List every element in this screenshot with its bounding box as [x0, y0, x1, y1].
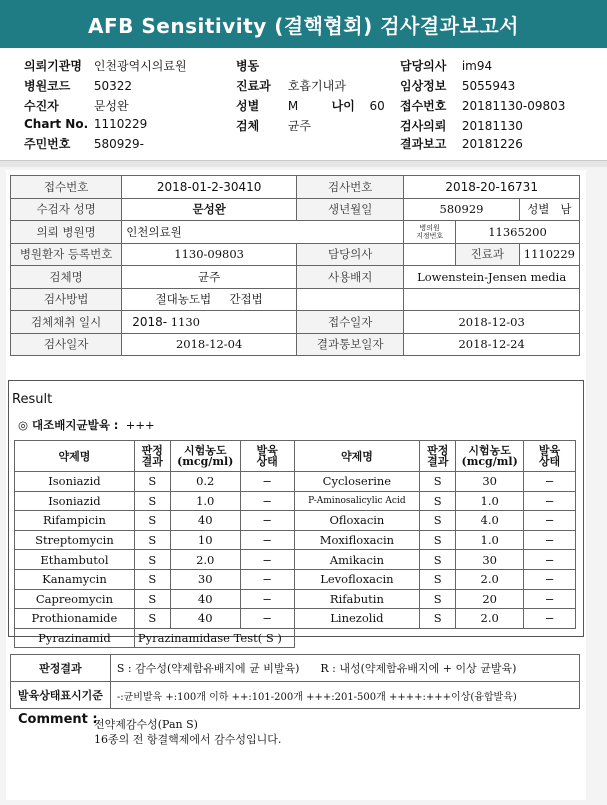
drug-result: S	[134, 569, 170, 589]
drug-result: S	[420, 472, 456, 492]
drug-result: S	[134, 472, 170, 492]
hospital-label: 의뢰 병원명	[11, 221, 122, 244]
doctor-label: 담당의사	[297, 243, 404, 266]
table-row	[15, 628, 576, 648]
drug-growth: −	[240, 550, 294, 570]
accession-label: 접수번호	[11, 176, 122, 199]
method-value	[122, 288, 297, 311]
drug-conc: 10	[170, 530, 240, 550]
drug-name: Pyrazinamid	[15, 628, 135, 648]
drug-name: Capreomycin	[15, 589, 135, 609]
drug-name: Levofloxacin	[294, 569, 420, 589]
legend-table	[10, 654, 580, 709]
report-title: AFB Sensitivity (결핵협회) 검사결과보고서	[0, 0, 607, 48]
report-cell	[400, 135, 523, 152]
collect-year: 2018-	[132, 314, 168, 329]
table-row	[15, 550, 576, 570]
drug-result: S	[420, 609, 456, 629]
medium-label: 사용배지	[297, 266, 404, 289]
drug-growth: −	[240, 530, 294, 550]
report-label: 결과보고	[400, 137, 447, 151]
receiver-value: 문성완	[93, 99, 129, 113]
accession-label: 접수번호	[400, 99, 447, 113]
drug-result: S	[134, 609, 170, 629]
col-growth-right-1: 발육	[538, 444, 561, 457]
clinical-value: 5055943	[461, 79, 516, 93]
col-growth-right	[524, 441, 576, 472]
receiver-cell	[24, 97, 129, 114]
receipt-label: 접수일자	[297, 311, 404, 334]
specimen-label: 검체명	[11, 266, 122, 289]
accession-cell	[400, 97, 565, 114]
chart-label: Chart No.	[24, 117, 89, 131]
drug-growth: −	[524, 491, 576, 511]
drug-name: Linezolid	[294, 609, 420, 629]
drug-name: Ethambutol	[15, 550, 135, 570]
request-cell	[400, 117, 523, 134]
header-row-1	[24, 57, 224, 74]
drug-name: Prothionamide	[15, 609, 135, 629]
sex-value: 남	[560, 202, 572, 217]
comment-label: Comment :	[18, 712, 98, 727]
table-row	[15, 589, 576, 609]
drug-name: Streptomycin	[15, 530, 135, 550]
col-drug-right: 약제명	[294, 441, 420, 472]
control-label: ◎ 대조배지균발육 :	[18, 418, 119, 432]
sex-cell	[236, 97, 385, 114]
drug-growth: −	[524, 589, 576, 609]
clinical-cell	[400, 77, 515, 94]
drug-name: Moxifloxacin	[294, 530, 420, 550]
notify-label: 결과통보일자	[297, 333, 404, 356]
ward-cell	[236, 57, 263, 74]
reg-value: 1130-09803	[122, 243, 297, 266]
comment-line-2: 16종의 전 항결핵제에서 감수성입니다.	[94, 733, 282, 746]
col-result-left-2: 결과	[141, 455, 163, 468]
col-result-left-1: 판정	[141, 444, 163, 457]
drug-result: S	[134, 491, 170, 511]
col-result-right-1: 판정	[427, 444, 449, 457]
drug-name: Kanamycin	[15, 569, 135, 589]
method-1: 절대농도법	[155, 292, 212, 307]
growth-label: 발육상태표시기준	[11, 682, 111, 709]
collect-label: 검체채취 일시	[11, 311, 122, 334]
drug-conc: 30	[170, 569, 240, 589]
patient-value: 문성완	[122, 198, 297, 221]
sex-label: 성별	[527, 202, 550, 217]
judge-values	[110, 655, 579, 682]
drug-conc: 30	[456, 550, 524, 570]
col-growth-right-2: 상태	[538, 455, 561, 468]
col-conc-left	[170, 441, 240, 472]
drug-result: S	[420, 550, 456, 570]
drug-growth: −	[240, 589, 294, 609]
drug-result: S	[420, 511, 456, 531]
judge-label: 판정결과	[11, 655, 111, 682]
result-title: Result	[12, 392, 53, 407]
report-value: 20181226	[461, 137, 523, 151]
drug-result: S	[134, 550, 170, 570]
drug-conc: 2.0	[456, 609, 524, 629]
drug-growth: −	[240, 609, 294, 629]
col-conc-right	[456, 441, 524, 472]
col-result-left	[134, 441, 170, 472]
drug-result: S	[420, 491, 456, 511]
col-conc-left-1: 시험농도	[183, 444, 227, 457]
drug-name: Amikacin	[294, 550, 420, 570]
drug-name: Ofloxacin	[294, 511, 420, 531]
age-label: 나이	[331, 99, 355, 113]
drug-name: P-Aminosalicylic Acid	[294, 491, 420, 511]
receiver-label: 수진자	[24, 99, 59, 113]
hosp-no-label-2: 지정번호	[416, 231, 444, 240]
doctor-value	[404, 243, 456, 266]
receipt-value: 2018-12-03	[404, 311, 580, 334]
birth-value: 580929	[404, 198, 519, 221]
code-value: 50322	[93, 79, 133, 93]
drug-name: Rifabutin	[294, 589, 420, 609]
control-value: +++	[125, 418, 155, 432]
drug-conc: 40	[170, 511, 240, 531]
judge-r: R : 내성(약제함유배지에 + 이상 균발육)	[320, 662, 517, 675]
request-value: 20181130	[461, 119, 523, 133]
hospital-value: 인천의료원	[122, 221, 404, 244]
drug-growth: −	[240, 569, 294, 589]
drug-growth: −	[524, 609, 576, 629]
drug-result: S	[134, 530, 170, 550]
col-conc-right-2: (mcg/ml)	[461, 455, 518, 468]
drug-conc: 4.0	[456, 511, 524, 531]
susceptibility-table	[14, 440, 576, 648]
id-label: 주민번호	[24, 137, 71, 151]
drug-growth: −	[240, 472, 294, 492]
hospital-value: 인천광역시의료원	[93, 59, 187, 73]
drug-name: Cycloserine	[294, 472, 420, 492]
chart-cell	[24, 117, 147, 131]
col-drug-left: 약제명	[15, 441, 135, 472]
col-conc-left-2: (mcg/ml)	[177, 455, 234, 468]
hospital-label: 의뢰기관명	[24, 59, 82, 73]
age-value: 60	[369, 99, 385, 113]
drug-result: S	[420, 530, 456, 550]
drug-conc: 30	[456, 472, 524, 492]
dept-cell	[236, 77, 346, 94]
drug-conc: 0.2	[170, 472, 240, 492]
control-growth	[18, 417, 155, 433]
drug-growth: −	[240, 511, 294, 531]
col-conc-right-1: 시험농도	[468, 444, 511, 457]
table-row	[15, 530, 576, 550]
drug-conc: 40	[170, 609, 240, 629]
table-row	[15, 511, 576, 531]
table-row	[15, 609, 576, 629]
notify-value: 2018-12-24	[404, 333, 580, 356]
sex-value: M	[287, 99, 299, 113]
sex-label: 성별	[236, 99, 260, 113]
hosp-no-value: 11365200	[456, 221, 580, 244]
specimen-value: 균주	[122, 266, 297, 289]
method-empty-2	[404, 288, 580, 311]
drug-conc: 1.0	[456, 491, 524, 511]
drug-result: S	[134, 511, 170, 531]
code-label: 병원코드	[24, 79, 71, 93]
table-row	[15, 472, 576, 492]
drug-growth: −	[524, 472, 576, 492]
drug-growth: −	[524, 569, 576, 589]
drug-result: S	[134, 589, 170, 609]
drug-growth: −	[524, 550, 576, 570]
test-no-value: 2018-20-16731	[404, 176, 580, 199]
method-empty-1	[297, 288, 404, 311]
collect-date: 1130	[170, 314, 200, 329]
col-growth-left	[240, 441, 294, 472]
code-cell	[24, 77, 132, 94]
patient-info-table	[10, 175, 580, 356]
test-date-value: 2018-12-04	[122, 333, 297, 356]
ward-label: 병동	[236, 59, 260, 73]
drug-conc: 1.0	[456, 530, 524, 550]
dept-label: 진료과	[456, 243, 520, 266]
drug-conc: 40	[170, 589, 240, 609]
dept-value: 1110229	[519, 243, 579, 266]
dept-label: 진료과	[236, 79, 271, 93]
id-cell	[24, 135, 144, 152]
patient-label: 수검자 성명	[11, 198, 122, 221]
medium-value: Lowenstein-Jensen media	[404, 266, 580, 289]
drug-growth: −	[240, 491, 294, 511]
clinical-label: 임상정보	[400, 79, 447, 93]
col-result-right-2: 결과	[427, 455, 449, 468]
sex-cell	[519, 198, 579, 221]
birth-label: 생년월일	[297, 198, 404, 221]
test-no-label: 검사번호	[297, 176, 404, 199]
test-date-label: 검사일자	[11, 333, 122, 356]
drug-name: Rifampicin	[15, 511, 135, 531]
doctor-cell	[400, 57, 492, 74]
accession-value: 20181130-09803	[461, 99, 566, 113]
specimen-value: 균주	[287, 119, 312, 133]
drug-conc: 2.0	[456, 569, 524, 589]
doctor-label: 담당의사	[400, 59, 447, 73]
table-row	[15, 569, 576, 589]
reg-label: 병원환자 등록번호	[11, 243, 122, 266]
chart-value: 1110229	[93, 117, 148, 131]
dept-value: 호흡기내과	[287, 79, 346, 93]
specimen-label: 검체	[236, 119, 260, 133]
blank-cell	[294, 628, 575, 648]
method-2: 간접법	[229, 292, 263, 307]
hosp-no-label-1: 병의원	[419, 223, 440, 232]
method-label: 검사방법	[11, 288, 122, 311]
hosp-no-label	[404, 221, 456, 244]
drug-growth: −	[524, 530, 576, 550]
specimen-cell	[236, 117, 311, 134]
drug-conc: 2.0	[170, 550, 240, 570]
pza-result: Pyrazinamidase Test( S )	[134, 628, 294, 648]
drug-conc: 20	[456, 589, 524, 609]
id-value: 580929-	[93, 137, 144, 151]
drug-conc: 1.0	[170, 491, 240, 511]
drug-name: Isoniazid	[15, 472, 135, 492]
col-growth-left-2: 상태	[256, 455, 278, 468]
accession-value: 2018-01-2-30410	[122, 176, 297, 199]
drug-growth: −	[524, 511, 576, 531]
request-label: 검사의뢰	[400, 119, 447, 133]
drug-name: Isoniazid	[15, 491, 135, 511]
drug-result: S	[420, 589, 456, 609]
collect-value	[122, 311, 297, 334]
drug-result: S	[420, 569, 456, 589]
table-row	[15, 491, 576, 511]
growth-text: -:균비발육 +:100개 이하 ++:101-200개 +++:201-500개 ++++:+++이상(융합발육)	[110, 682, 579, 709]
judge-s: S : 감수성(약제함유배지에 균 비발육)	[116, 662, 300, 675]
col-growth-left-1: 발육	[256, 444, 278, 457]
doctor-value: im94	[461, 59, 493, 73]
comment-line-1: 전약제감수성(Pan S)	[94, 718, 198, 731]
col-result-right	[420, 441, 456, 472]
